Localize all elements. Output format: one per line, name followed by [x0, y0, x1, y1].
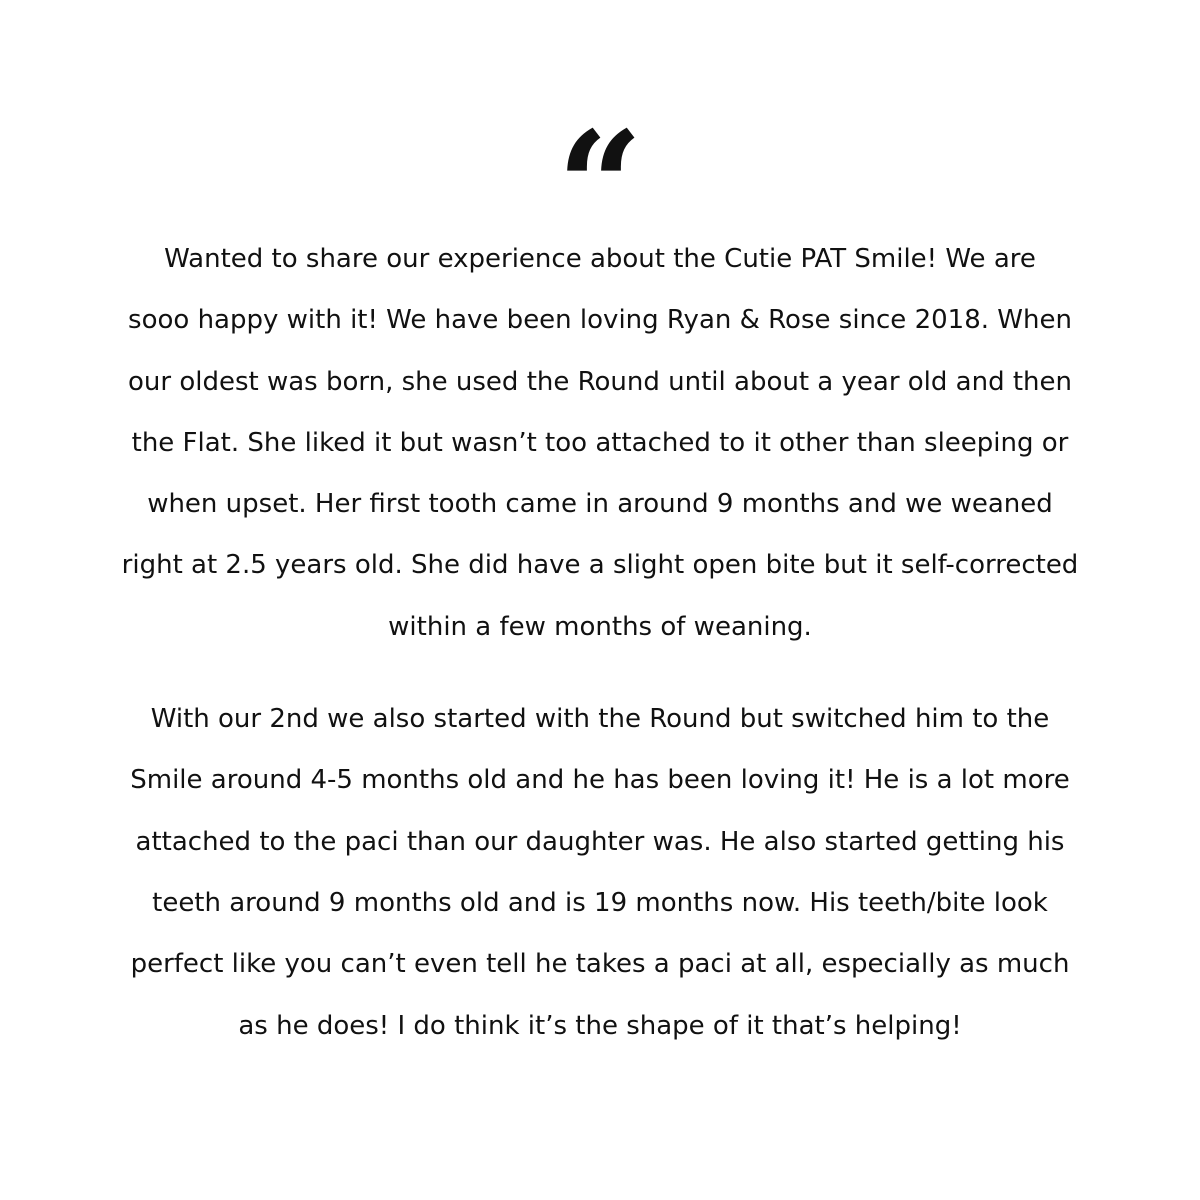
text-line: as he does! I do think it’s the shape of it that’s helping! — [238, 1010, 962, 1041]
testimonial-text — [100, 229, 1100, 1057]
text-line: right at 2.5 years old. She did have a slight open bite but it self-corrected — [121, 550, 1079, 581]
text-line: sooo happy with it! We have been loving Ryan & Rose since 2018. When — [128, 305, 1072, 336]
testimonial-paragraph-2 — [100, 689, 1100, 1057]
text-line: the Flat. She liked it but wasn’t too attached to it other than sleeping or — [131, 427, 1069, 458]
quote-icon: “ — [556, 99, 644, 275]
text-line: attached to the paci than our daughter was. He also started getting his — [135, 826, 1065, 857]
text-line: our oldest was born, she used the Round until about a year old and then — [127, 366, 1072, 397]
text-line: Wanted to share our experience about the Cutie PAT Smile! We are — [164, 244, 1036, 274]
text-line: teeth around 9 months old and is 19 months now. His teeth/bite look — [152, 887, 1048, 918]
text-line: perfect like you can’t even tell he takes a paci at all, especially as much — [130, 949, 1070, 980]
text-line: Smile around 4-5 months old and he has been loving it! He is a lot more — [130, 765, 1070, 796]
testimonial-paragraph-1 — [100, 229, 1100, 658]
text-line: within a few months of weaning. — [388, 611, 812, 642]
text-line: when upset. Her first tooth came in around 9 months and we weaned — [147, 489, 1053, 520]
text-line: With our 2nd we also started with the Round but switched him to the — [150, 704, 1050, 735]
